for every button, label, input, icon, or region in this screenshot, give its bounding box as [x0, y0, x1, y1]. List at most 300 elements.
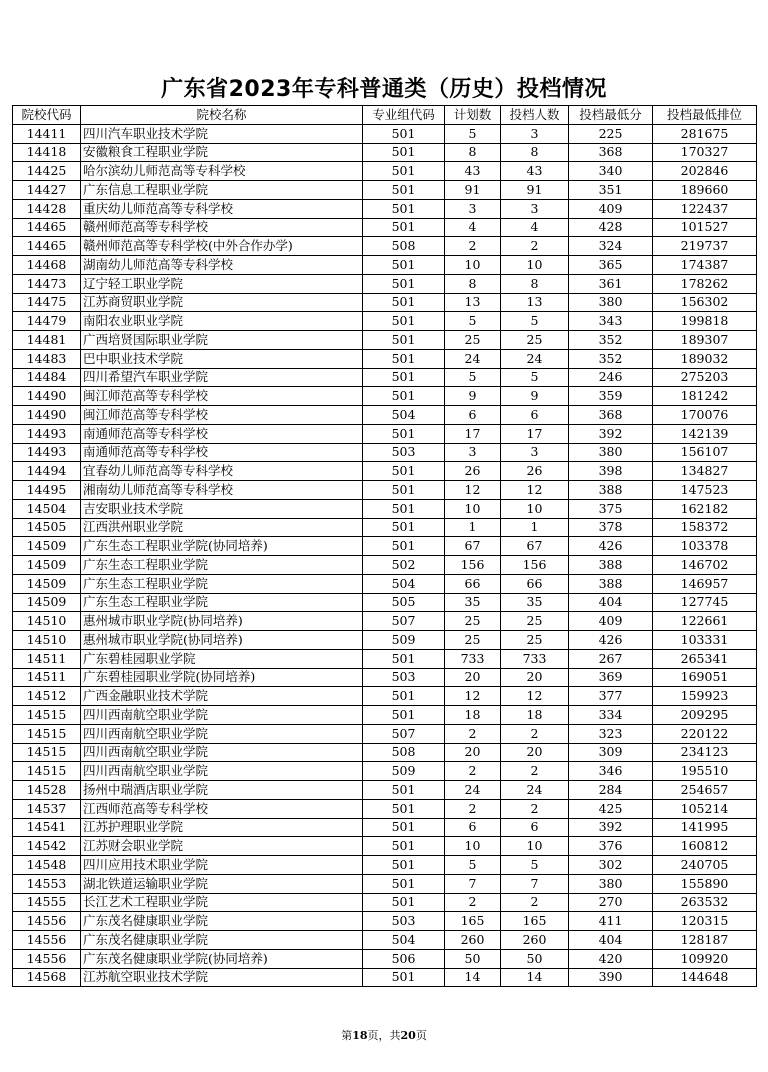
cell-group-code: 508	[363, 743, 445, 762]
cell-min-rank: 281675	[653, 124, 757, 143]
table-row	[13, 199, 757, 218]
table-row	[13, 312, 757, 331]
cell-admitted-count: 4	[501, 218, 569, 237]
cell-group-code: 503	[363, 668, 445, 687]
cell-plan-count: 24	[445, 781, 501, 800]
cell-plan-count: 8	[445, 274, 501, 293]
cell-plan-count: 50	[445, 949, 501, 968]
cell-school-name: 四川希望汽车职业学院	[81, 368, 363, 387]
cell-min-score: 411	[569, 912, 653, 931]
cell-admitted-count: 12	[501, 687, 569, 706]
cell-school-name: 广东茂名健康职业学院(协同培养)	[81, 949, 363, 968]
cell-admitted-count: 6	[501, 818, 569, 837]
table-row	[13, 593, 757, 612]
cell-min-score: 409	[569, 612, 653, 631]
cell-school-name: 广东生态工程职业学院(协同培养)	[81, 537, 363, 556]
cell-plan-count: 733	[445, 649, 501, 668]
cell-plan-count: 35	[445, 593, 501, 612]
cell-group-code: 501	[363, 837, 445, 856]
table-row	[13, 406, 757, 425]
cell-plan-count: 66	[445, 574, 501, 593]
cell-group-code: 501	[363, 649, 445, 668]
cell-school-name: 广东生态工程职业学院	[81, 574, 363, 593]
header-group-code: 专业组代码	[363, 106, 445, 125]
cell-min-rank: 127745	[653, 593, 757, 612]
cell-group-code: 501	[363, 256, 445, 275]
cell-school-name: 南阳农业职业学院	[81, 312, 363, 331]
cell-min-rank: 174387	[653, 256, 757, 275]
cell-school-name: 广东信息工程职业学院	[81, 181, 363, 200]
cell-group-code: 507	[363, 612, 445, 631]
cell-school-name: 赣州师范高等专科学校	[81, 218, 363, 237]
cell-min-score: 309	[569, 743, 653, 762]
cell-admitted-count: 9	[501, 387, 569, 406]
cell-min-score: 270	[569, 893, 653, 912]
cell-group-code: 505	[363, 593, 445, 612]
cell-admitted-count: 13	[501, 293, 569, 312]
cell-admitted-count: 2	[501, 893, 569, 912]
cell-plan-count: 67	[445, 537, 501, 556]
cell-school-code: 14510	[13, 612, 81, 631]
table-row	[13, 799, 757, 818]
table-row	[13, 424, 757, 443]
cell-admitted-count: 25	[501, 631, 569, 650]
cell-admitted-count: 50	[501, 949, 569, 968]
cell-min-score: 388	[569, 574, 653, 593]
table-row	[13, 631, 757, 650]
cell-school-name: 南通师范高等专科学校	[81, 443, 363, 462]
header-min-rank: 投档最低排位	[653, 106, 757, 125]
cell-school-name: 广西金融职业技术学院	[81, 687, 363, 706]
cell-school-code: 14490	[13, 387, 81, 406]
cell-group-code: 507	[363, 724, 445, 743]
footer-suffix: 页	[415, 1029, 427, 1042]
page-footer	[0, 1027, 768, 1043]
table-row	[13, 481, 757, 500]
cell-group-code: 501	[363, 893, 445, 912]
cell-admitted-count: 6	[501, 406, 569, 425]
cell-school-name: 湖北铁道运输职业学院	[81, 874, 363, 893]
cell-admitted-count: 165	[501, 912, 569, 931]
cell-school-code: 14568	[13, 968, 81, 987]
footer-mid: 页，共	[367, 1029, 401, 1042]
cell-min-rank: 178262	[653, 274, 757, 293]
cell-plan-count: 260	[445, 931, 501, 950]
cell-group-code: 501	[363, 387, 445, 406]
cell-group-code: 501	[363, 368, 445, 387]
cell-group-code: 501	[363, 781, 445, 800]
cell-min-rank: 146702	[653, 556, 757, 575]
cell-min-rank: 142139	[653, 424, 757, 443]
cell-admitted-count: 5	[501, 312, 569, 331]
cell-school-code: 14481	[13, 331, 81, 350]
cell-group-code: 501	[363, 818, 445, 837]
cell-group-code: 501	[363, 143, 445, 162]
cell-school-name: 广东碧桂园职业学院(协同培养)	[81, 668, 363, 687]
cell-min-score: 392	[569, 424, 653, 443]
cell-min-score: 368	[569, 143, 653, 162]
cell-admitted-count: 17	[501, 424, 569, 443]
cell-plan-count: 2	[445, 724, 501, 743]
cell-plan-count: 18	[445, 706, 501, 725]
table-row	[13, 143, 757, 162]
cell-plan-count: 9	[445, 387, 501, 406]
table-row	[13, 574, 757, 593]
page-title: 广东省2023年专科普通类（历史）投档情况	[161, 77, 607, 102]
cell-plan-count: 5	[445, 856, 501, 875]
cell-group-code: 501	[363, 968, 445, 987]
cell-min-score: 352	[569, 349, 653, 368]
cell-plan-count: 12	[445, 687, 501, 706]
cell-admitted-count: 3	[501, 199, 569, 218]
cell-group-code: 503	[363, 912, 445, 931]
header-min-score: 投档最低分	[569, 106, 653, 125]
cell-min-rank: 158372	[653, 518, 757, 537]
cell-school-code: 14515	[13, 724, 81, 743]
cell-admitted-count: 733	[501, 649, 569, 668]
cell-school-code: 14493	[13, 424, 81, 443]
cell-plan-count: 20	[445, 668, 501, 687]
cell-group-code: 502	[363, 556, 445, 575]
cell-plan-count: 26	[445, 462, 501, 481]
table-row	[13, 293, 757, 312]
table-row	[13, 874, 757, 893]
cell-group-code: 509	[363, 762, 445, 781]
cell-school-code: 14511	[13, 649, 81, 668]
cell-min-score: 351	[569, 181, 653, 200]
cell-min-score: 246	[569, 368, 653, 387]
cell-school-code: 14411	[13, 124, 81, 143]
table-row	[13, 724, 757, 743]
cell-admitted-count: 8	[501, 274, 569, 293]
cell-min-rank: 144648	[653, 968, 757, 987]
cell-school-code: 14528	[13, 781, 81, 800]
cell-school-name: 广东生态工程职业学院	[81, 556, 363, 575]
cell-admitted-count: 25	[501, 331, 569, 350]
cell-admitted-count: 2	[501, 799, 569, 818]
header-plan-count: 计划数	[445, 106, 501, 125]
cell-admitted-count: 20	[501, 668, 569, 687]
cell-plan-count: 43	[445, 162, 501, 181]
cell-admitted-count: 7	[501, 874, 569, 893]
cell-min-score: 375	[569, 499, 653, 518]
cell-group-code: 501	[363, 706, 445, 725]
cell-min-score: 392	[569, 818, 653, 837]
cell-min-rank: 155890	[653, 874, 757, 893]
cell-school-code: 14509	[13, 593, 81, 612]
cell-group-code: 501	[363, 481, 445, 500]
cell-min-rank: 202846	[653, 162, 757, 181]
cell-plan-count: 17	[445, 424, 501, 443]
cell-school-name: 赣州师范高等专科学校(中外合作办学)	[81, 237, 363, 256]
cell-school-code: 14548	[13, 856, 81, 875]
cell-school-name: 四川应用技术职业学院	[81, 856, 363, 875]
cell-plan-count: 2	[445, 237, 501, 256]
table-row	[13, 218, 757, 237]
table-row	[13, 649, 757, 668]
cell-school-code: 14425	[13, 162, 81, 181]
table-row	[13, 443, 757, 462]
cell-min-score: 404	[569, 593, 653, 612]
cell-min-rank: 159923	[653, 687, 757, 706]
table-row	[13, 743, 757, 762]
cell-school-code: 14473	[13, 274, 81, 293]
cell-plan-count: 10	[445, 499, 501, 518]
cell-school-code: 14484	[13, 368, 81, 387]
cell-school-code: 14553	[13, 874, 81, 893]
cell-plan-count: 10	[445, 256, 501, 275]
cell-min-score: 390	[569, 968, 653, 987]
cell-min-rank: 240705	[653, 856, 757, 875]
table-body	[13, 124, 757, 987]
cell-min-rank: 195510	[653, 762, 757, 781]
cell-plan-count: 5	[445, 312, 501, 331]
cell-admitted-count: 260	[501, 931, 569, 950]
cell-school-code: 14427	[13, 181, 81, 200]
cell-school-name: 辽宁轻工职业学院	[81, 274, 363, 293]
cell-min-rank: 220122	[653, 724, 757, 743]
cell-group-code: 501	[363, 462, 445, 481]
cell-min-rank: 189032	[653, 349, 757, 368]
cell-min-rank: 170076	[653, 406, 757, 425]
cell-min-rank: 181242	[653, 387, 757, 406]
cell-school-name: 惠州城市职业学院(协同培养)	[81, 631, 363, 650]
table-row	[13, 181, 757, 200]
cell-admitted-count: 66	[501, 574, 569, 593]
table-row	[13, 499, 757, 518]
cell-min-score: 428	[569, 218, 653, 237]
cell-school-code: 14509	[13, 537, 81, 556]
cell-group-code: 501	[363, 199, 445, 218]
admissions-table	[12, 105, 757, 987]
table-row	[13, 687, 757, 706]
cell-min-score: 225	[569, 124, 653, 143]
cell-min-rank: 147523	[653, 481, 757, 500]
cell-min-rank: 103378	[653, 537, 757, 556]
table-row	[13, 387, 757, 406]
cell-school-name: 扬州中瑞酒店职业学院	[81, 781, 363, 800]
cell-group-code: 501	[363, 499, 445, 518]
cell-min-score: 378	[569, 518, 653, 537]
cell-min-rank: 170327	[653, 143, 757, 162]
cell-plan-count: 25	[445, 631, 501, 650]
cell-min-score: 361	[569, 274, 653, 293]
cell-school-code: 14428	[13, 199, 81, 218]
cell-group-code: 501	[363, 124, 445, 143]
table-row	[13, 818, 757, 837]
cell-plan-count: 24	[445, 349, 501, 368]
cell-school-name: 南通师范高等专科学校	[81, 424, 363, 443]
cell-min-rank: 141995	[653, 818, 757, 837]
cell-min-score: 426	[569, 631, 653, 650]
cell-admitted-count: 10	[501, 837, 569, 856]
cell-school-code: 14556	[13, 949, 81, 968]
cell-admitted-count: 18	[501, 706, 569, 725]
table-row	[13, 331, 757, 350]
cell-min-rank: 103331	[653, 631, 757, 650]
cell-school-name: 四川西南航空职业学院	[81, 762, 363, 781]
cell-min-rank: 101527	[653, 218, 757, 237]
cell-group-code: 501	[363, 274, 445, 293]
cell-admitted-count: 91	[501, 181, 569, 200]
cell-school-code: 14495	[13, 481, 81, 500]
cell-school-name: 广西培贤国际职业学院	[81, 331, 363, 350]
cell-plan-count: 156	[445, 556, 501, 575]
cell-school-name: 江苏航空职业技术学院	[81, 968, 363, 987]
cell-plan-count: 91	[445, 181, 501, 200]
cell-school-code: 14465	[13, 237, 81, 256]
table-row	[13, 856, 757, 875]
cell-group-code: 504	[363, 574, 445, 593]
cell-plan-count: 6	[445, 818, 501, 837]
cell-group-code: 506	[363, 949, 445, 968]
table-row	[13, 162, 757, 181]
cell-min-rank: 263532	[653, 893, 757, 912]
cell-group-code: 501	[363, 181, 445, 200]
table-row	[13, 612, 757, 631]
table-row	[13, 968, 757, 987]
cell-school-code: 14418	[13, 143, 81, 162]
cell-min-rank: 128187	[653, 931, 757, 950]
cell-group-code: 501	[363, 687, 445, 706]
cell-group-code: 509	[363, 631, 445, 650]
cell-admitted-count: 2	[501, 762, 569, 781]
table-row	[13, 912, 757, 931]
cell-min-score: 324	[569, 237, 653, 256]
cell-plan-count: 20	[445, 743, 501, 762]
cell-school-code: 14505	[13, 518, 81, 537]
cell-plan-count: 1	[445, 518, 501, 537]
header-school-name: 院校名称	[81, 106, 363, 125]
cell-school-code: 14542	[13, 837, 81, 856]
cell-min-score: 369	[569, 668, 653, 687]
cell-plan-count: 4	[445, 218, 501, 237]
table-header-row	[13, 106, 757, 125]
cell-min-score: 359	[569, 387, 653, 406]
cell-plan-count: 165	[445, 912, 501, 931]
cell-min-rank: 169051	[653, 668, 757, 687]
cell-school-code: 14512	[13, 687, 81, 706]
cell-min-rank: 199818	[653, 312, 757, 331]
cell-admitted-count: 3	[501, 443, 569, 462]
cell-plan-count: 3	[445, 199, 501, 218]
cell-min-score: 284	[569, 781, 653, 800]
cell-plan-count: 2	[445, 799, 501, 818]
cell-school-name: 四川西南航空职业学院	[81, 724, 363, 743]
cell-admitted-count: 1	[501, 518, 569, 537]
header-admitted-count: 投档人数	[501, 106, 569, 125]
cell-school-name: 江西师范高等专科学校	[81, 799, 363, 818]
cell-group-code: 501	[363, 312, 445, 331]
cell-plan-count: 8	[445, 143, 501, 162]
footer-page-number: 18	[352, 1029, 368, 1042]
cell-school-name: 四川西南航空职业学院	[81, 743, 363, 762]
cell-school-code: 14475	[13, 293, 81, 312]
cell-admitted-count: 26	[501, 462, 569, 481]
cell-school-name: 宜春幼儿师范高等专科学校	[81, 462, 363, 481]
cell-min-rank: 209295	[653, 706, 757, 725]
cell-school-name: 广东茂名健康职业学院	[81, 931, 363, 950]
cell-school-name: 江苏商贸职业学院	[81, 293, 363, 312]
cell-school-code: 14468	[13, 256, 81, 275]
table-row	[13, 518, 757, 537]
cell-min-score: 380	[569, 874, 653, 893]
table-row	[13, 762, 757, 781]
cell-min-score: 380	[569, 443, 653, 462]
cell-school-code: 14483	[13, 349, 81, 368]
cell-min-rank: 122661	[653, 612, 757, 631]
cell-min-rank: 162182	[653, 499, 757, 518]
cell-min-score: 365	[569, 256, 653, 275]
header-school-code: 院校代码	[13, 106, 81, 125]
cell-plan-count: 10	[445, 837, 501, 856]
cell-admitted-count: 25	[501, 612, 569, 631]
cell-admitted-count: 12	[501, 481, 569, 500]
cell-min-score: 380	[569, 293, 653, 312]
cell-min-score: 426	[569, 537, 653, 556]
cell-admitted-count: 35	[501, 593, 569, 612]
cell-school-name: 四川汽车职业技术学院	[81, 124, 363, 143]
cell-school-name: 湖南幼儿师范高等专科学校	[81, 256, 363, 275]
table-row	[13, 837, 757, 856]
cell-admitted-count: 24	[501, 349, 569, 368]
footer-prefix: 第	[341, 1029, 353, 1042]
cell-school-name: 江西洪州职业学院	[81, 518, 363, 537]
cell-plan-count: 3	[445, 443, 501, 462]
table-row	[13, 368, 757, 387]
cell-school-code: 14537	[13, 799, 81, 818]
cell-min-score: 420	[569, 949, 653, 968]
cell-admitted-count: 67	[501, 537, 569, 556]
table-row	[13, 274, 757, 293]
cell-admitted-count: 10	[501, 499, 569, 518]
cell-plan-count: 2	[445, 893, 501, 912]
cell-group-code: 501	[363, 331, 445, 350]
cell-min-score: 368	[569, 406, 653, 425]
cell-group-code: 501	[363, 162, 445, 181]
cell-school-code: 14509	[13, 574, 81, 593]
cell-school-name: 广东生态工程职业学院	[81, 593, 363, 612]
cell-group-code: 501	[363, 293, 445, 312]
cell-min-score: 377	[569, 687, 653, 706]
cell-min-score: 343	[569, 312, 653, 331]
cell-group-code: 501	[363, 349, 445, 368]
cell-min-score: 376	[569, 837, 653, 856]
cell-min-rank: 234123	[653, 743, 757, 762]
cell-min-score: 346	[569, 762, 653, 781]
cell-group-code: 501	[363, 799, 445, 818]
cell-school-code: 14511	[13, 668, 81, 687]
cell-admitted-count: 8	[501, 143, 569, 162]
cell-school-name: 巴中职业技术学院	[81, 349, 363, 368]
cell-min-rank: 156302	[653, 293, 757, 312]
cell-group-code: 501	[363, 874, 445, 893]
cell-school-code: 14510	[13, 631, 81, 650]
cell-plan-count: 5	[445, 124, 501, 143]
table-row	[13, 781, 757, 800]
cell-admitted-count: 5	[501, 856, 569, 875]
cell-plan-count: 14	[445, 968, 501, 987]
cell-min-rank: 122437	[653, 199, 757, 218]
cell-school-code: 14490	[13, 406, 81, 425]
cell-group-code: 501	[363, 518, 445, 537]
cell-min-score: 352	[569, 331, 653, 350]
cell-group-code: 501	[363, 537, 445, 556]
cell-school-name: 江苏护理职业学院	[81, 818, 363, 837]
cell-school-name: 重庆幼儿师范高等专科学校	[81, 199, 363, 218]
cell-admitted-count: 24	[501, 781, 569, 800]
cell-min-score: 409	[569, 199, 653, 218]
